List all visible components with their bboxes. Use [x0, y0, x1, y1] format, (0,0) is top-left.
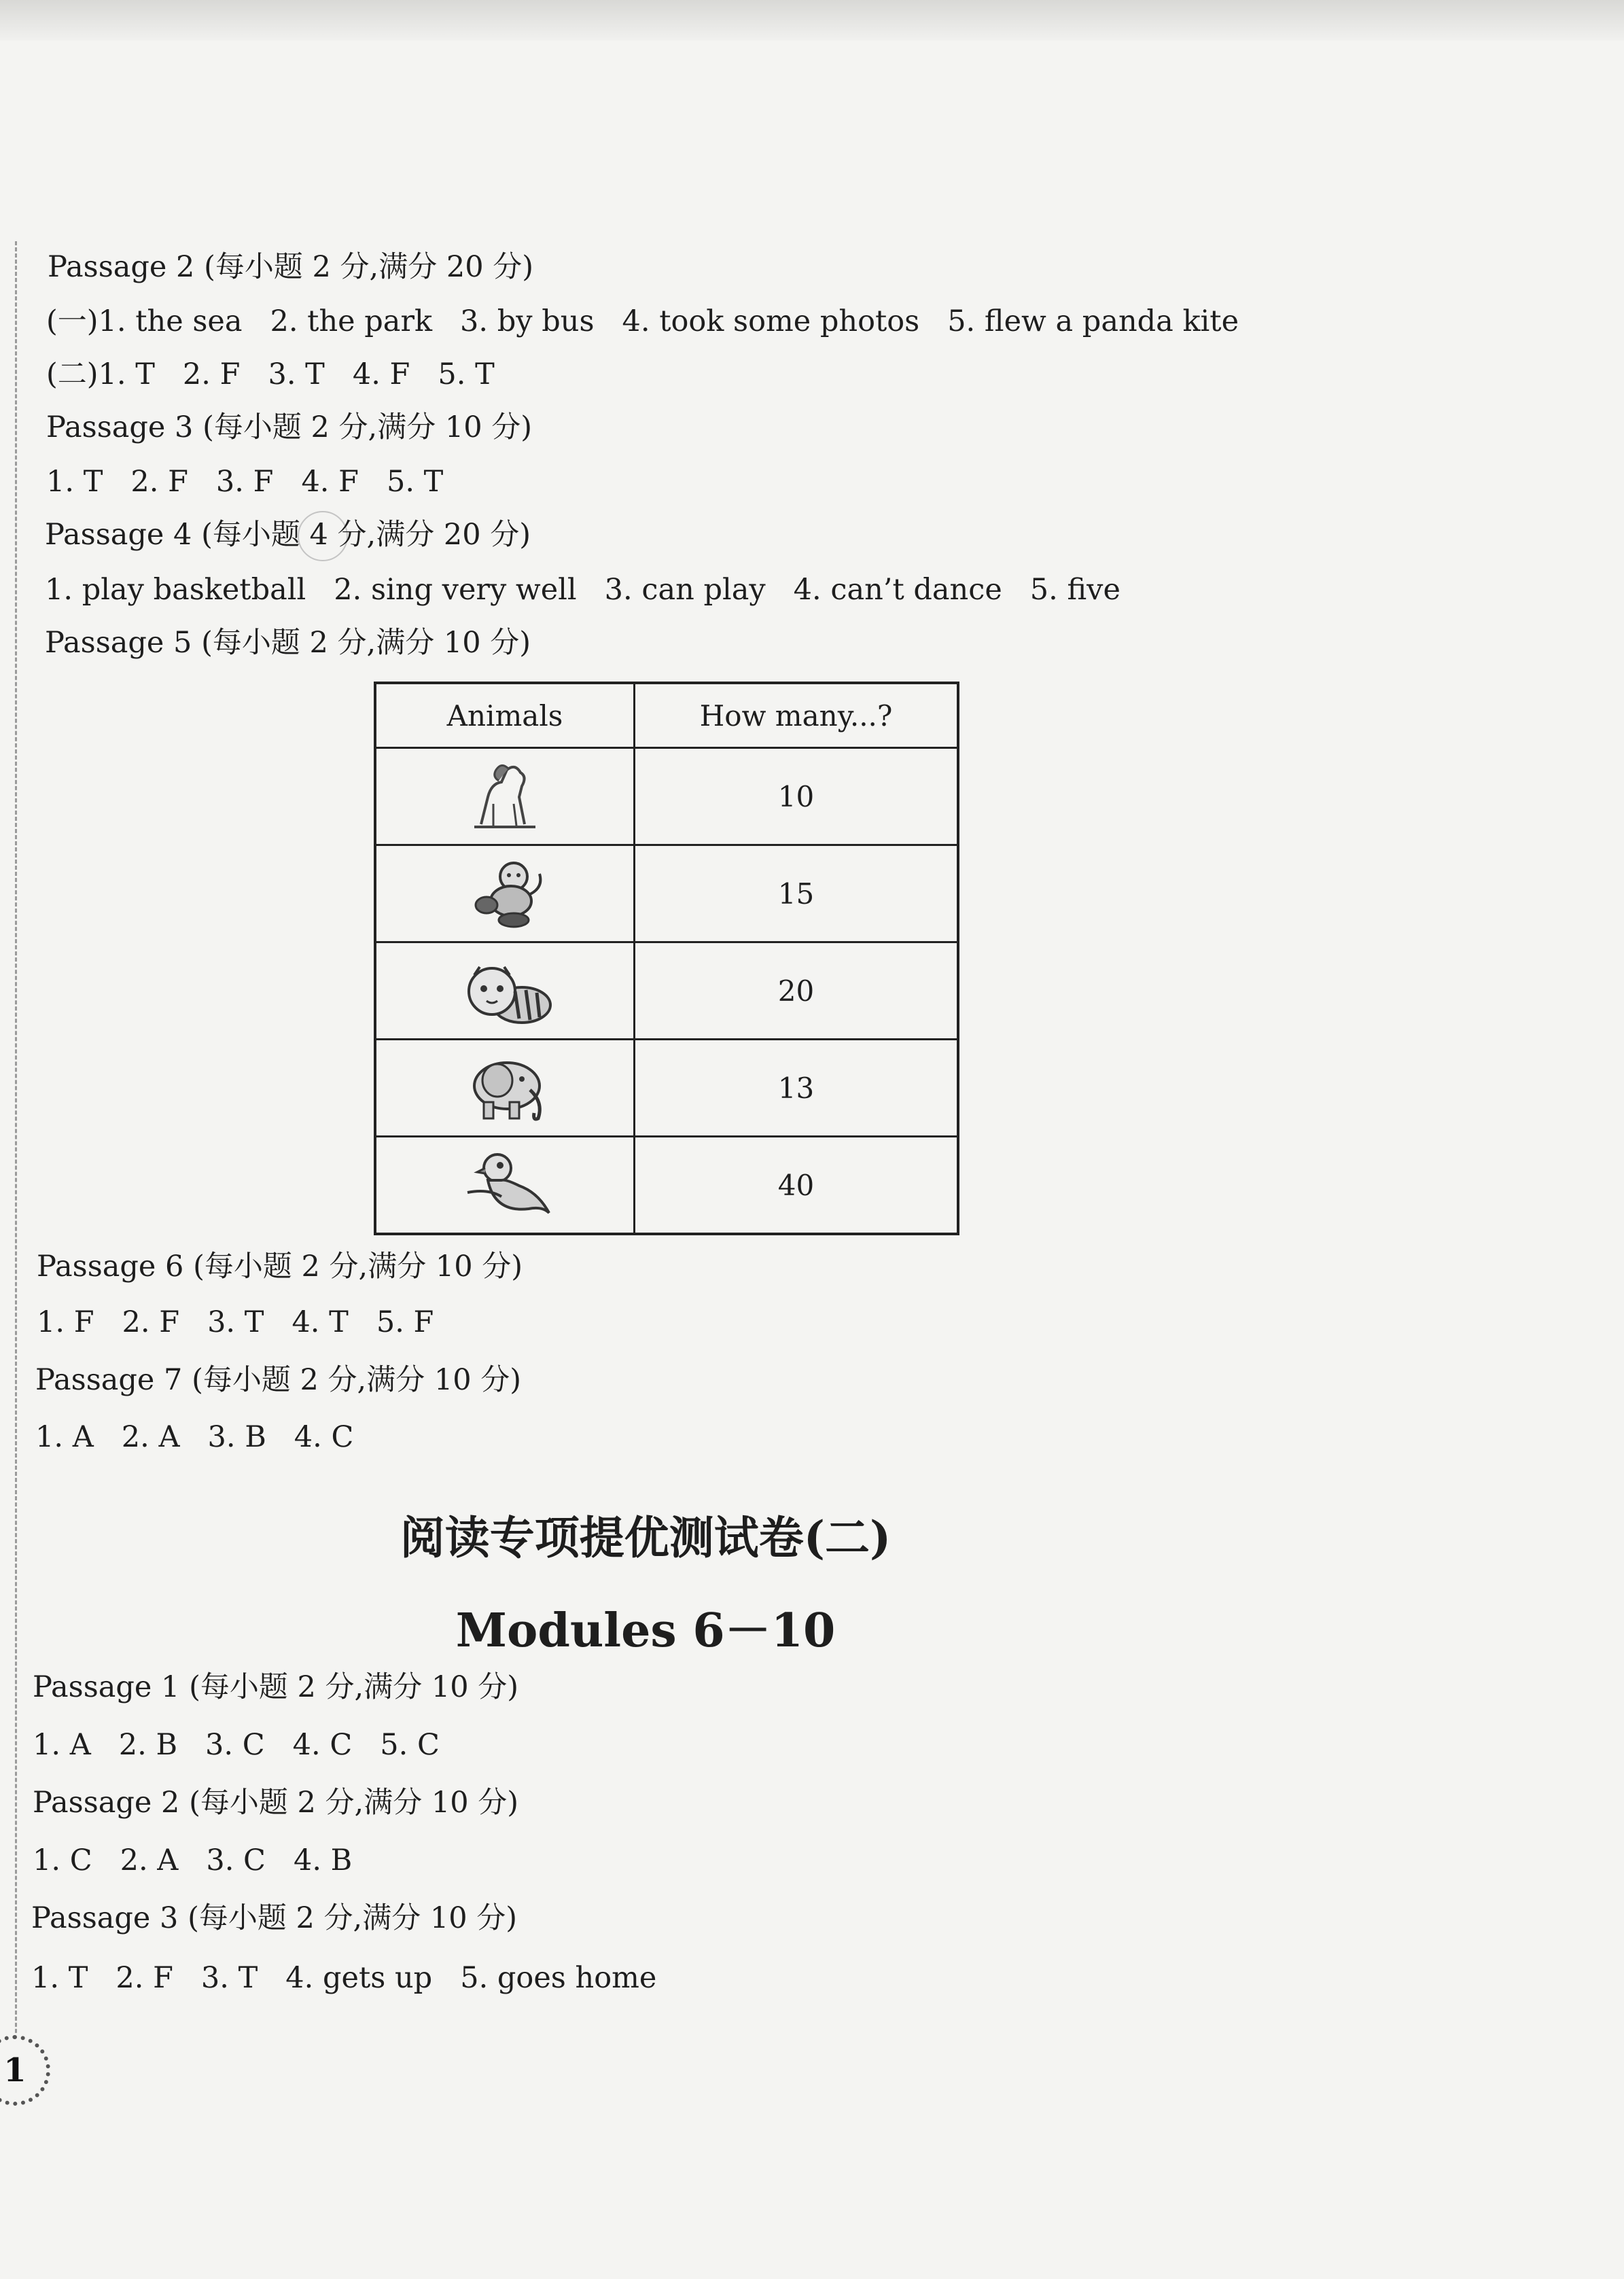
table-row	[375, 1137, 958, 1235]
passage6-heading: Passage 6 (每小题 2 分,满分 10 分)	[37, 1250, 523, 1284]
elephant-count: 13	[635, 1040, 959, 1137]
b-passage2-heading: Passage 2 (每小题 2 分,满分 10 分)	[33, 1786, 519, 1820]
animals-table	[374, 682, 959, 1235]
tiger-count: 20	[635, 942, 959, 1040]
b-passage1-answers: 1. A 2. B 3. C 4. C 5. C	[33, 1728, 440, 1762]
passage7-answers: 1. A 2. A 3. B 4. C	[35, 1420, 354, 1454]
b-passage3-heading: Passage 3 (每小题 2 分,满分 10 分)	[31, 1901, 518, 1935]
passage2-part2-answers: (二)1. T 2. F 3. T 4. F 5. T	[46, 357, 495, 391]
passage2-part1-answers: (一)1. the sea 2. the park 3. by bus 4. took some photos 5. flew a panda kite	[46, 304, 1239, 338]
table-row	[375, 1040, 958, 1137]
page-top-shadow	[0, 0, 1624, 41]
table-row	[375, 942, 958, 1040]
passage4-answers: 1. play basketball 2. sing very well 3. can play 4. can’t dance 5. five	[45, 573, 1120, 607]
passage7-heading: Passage 7 (每小题 2 分,满分 10 分)	[35, 1363, 522, 1397]
passage5-heading: Passage 5 (每小题 2 分,满分 10 分)	[45, 626, 531, 660]
page-number-badge: 1	[0, 2035, 50, 2106]
bird-icon	[454, 1145, 556, 1225]
bird-count: 40	[635, 1137, 959, 1235]
passage4-heading: Passage 4 (每小题 4 分,满分 20 分)	[45, 518, 531, 552]
b-passage1-heading: Passage 1 (每小题 2 分,满分 10 分)	[33, 1670, 519, 1704]
b-passage3-answers: 1. T 2. F 3. T 4. gets up 5. goes home	[31, 1961, 657, 1995]
passage6-answers: 1. F 2. F 3. T 4. T 5. F	[37, 1305, 434, 1339]
passage2-heading: Passage 2 (每小题 2 分,满分 20 分)	[48, 250, 534, 284]
table-row	[375, 845, 958, 942]
b-passage2-answers: 1. C 2. A 3. C 4. B	[33, 1843, 353, 1877]
animals-column-header: Animals	[375, 683, 635, 748]
passage3-answers: 1. T 2. F 3. F 4. F 5. T	[46, 465, 444, 499]
binding-rule	[15, 241, 17, 2076]
table-header-row	[375, 683, 958, 748]
tiger-icon	[454, 951, 556, 1031]
how-many-column-header: How many...?	[635, 683, 959, 748]
section-subtitle: Modules 6－10	[455, 1604, 836, 1658]
passage3-heading: Passage 3 (每小题 2 分,满分 10 分)	[46, 410, 533, 444]
table-row	[375, 748, 958, 845]
elephant-icon	[454, 1048, 556, 1128]
lion-count: 10	[635, 748, 959, 845]
monkey-icon	[454, 853, 556, 934]
lion-icon	[454, 756, 556, 836]
monkey-count: 15	[635, 845, 959, 942]
section-title: 阅读专项提优测试卷(二)	[400, 1511, 892, 1564]
